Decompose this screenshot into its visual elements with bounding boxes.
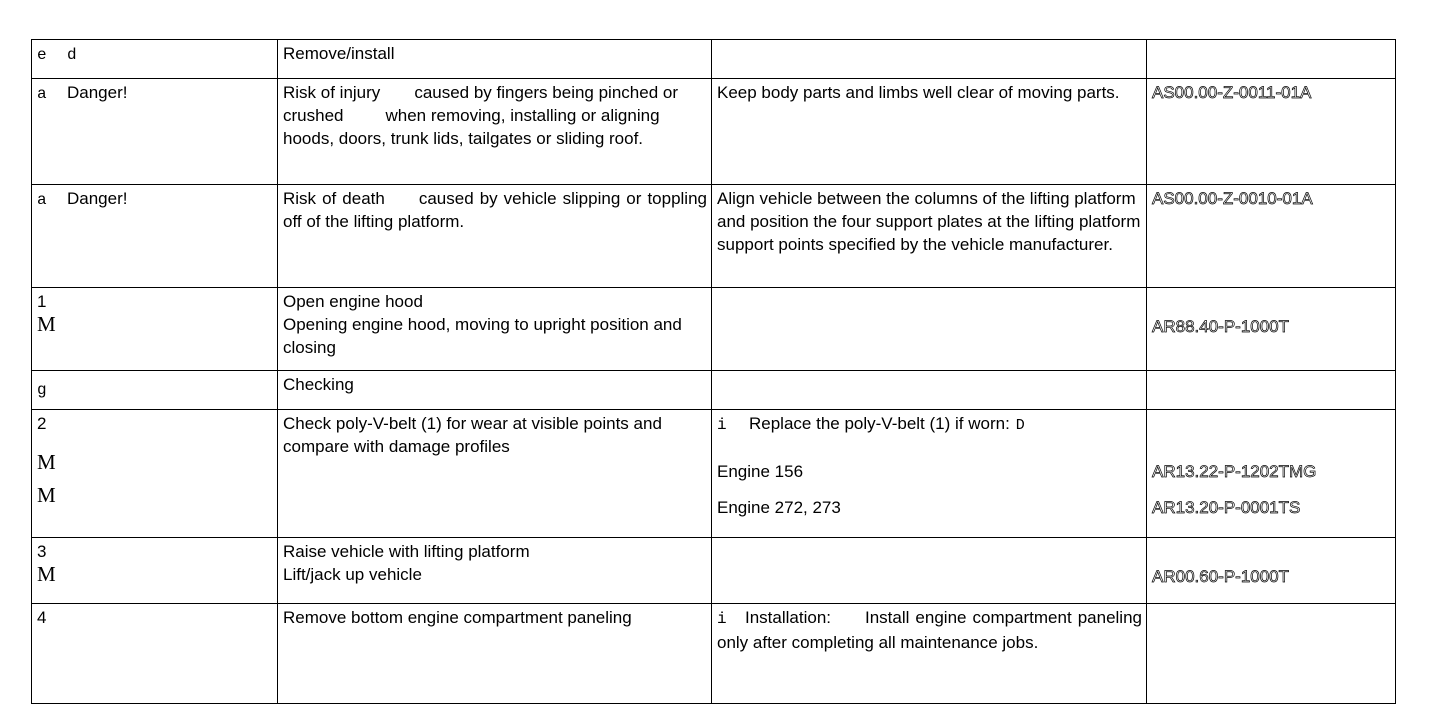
reference-code: AR13.20-P-0001TS bbox=[1152, 498, 1301, 517]
step-text: Check poly-V-belt (1) for wear at visible points and compare with damage profiles bbox=[278, 410, 712, 538]
reference-code: AS00.00-Z-0010-01A bbox=[1152, 189, 1313, 208]
checking-icon: g bbox=[37, 381, 47, 399]
step-number: 4 bbox=[37, 608, 47, 627]
maintenance-icon: M bbox=[37, 312, 56, 336]
danger-label: Danger! bbox=[67, 83, 128, 102]
danger-icon: a bbox=[37, 191, 47, 209]
section-title: Checking bbox=[278, 371, 712, 410]
danger-icon: a bbox=[37, 85, 47, 103]
info-icon: i bbox=[717, 610, 727, 628]
note: Install engine compartment paneling only after completing all maintenance jobs. bbox=[717, 608, 1142, 652]
danger-label: Danger! bbox=[67, 189, 128, 208]
measure-text: Keep body parts and limbs well clear of moving parts. bbox=[712, 79, 1147, 185]
symbol-e: e bbox=[37, 46, 47, 64]
step-number: 2 bbox=[37, 414, 47, 433]
table-row bbox=[32, 185, 1396, 288]
danger-cell bbox=[32, 79, 278, 185]
measure-text: Align vehicle between the columns of the lifting platform and position the four support plates at the lifting platform support points specified by the vehicle manufacturer. bbox=[712, 185, 1147, 288]
risk-text: Risk of death caused by vehicle slipping or toppling off of the lifting platform. bbox=[278, 185, 712, 288]
reference-code: AR88.40-P-1000T bbox=[1152, 317, 1290, 336]
table-row bbox=[32, 538, 1396, 604]
table-row bbox=[32, 79, 1396, 185]
note-heading: Installation: bbox=[745, 608, 831, 627]
procedure-table bbox=[31, 39, 1396, 704]
maintenance-icon: M bbox=[37, 450, 56, 474]
table-row bbox=[32, 288, 1396, 371]
info-icon: i bbox=[717, 416, 727, 434]
maintenance-icon: M bbox=[37, 562, 56, 586]
step-text: Remove bottom engine compartment paneling bbox=[278, 604, 712, 704]
step-subtext: Opening engine hood, moving to upright position and closing bbox=[283, 315, 682, 357]
reference-code: AR00.60-P-1000T bbox=[1152, 567, 1290, 586]
step-text: Open engine hood bbox=[283, 292, 423, 311]
reference-code: AS00.00-Z-0011-01A bbox=[1152, 83, 1312, 102]
document-icon: D bbox=[1015, 417, 1025, 434]
table-row bbox=[32, 371, 1396, 410]
note: i Replace the poly-V-belt (1) if worn: D bbox=[717, 414, 1025, 433]
step-text: Raise vehicle with lifting platform bbox=[283, 542, 530, 561]
step-number: 3 bbox=[37, 542, 47, 561]
section-title: Remove/install bbox=[278, 40, 712, 79]
symbol-cell bbox=[32, 40, 278, 79]
engine-label: Engine 156 bbox=[717, 462, 804, 481]
danger-cell bbox=[32, 185, 278, 288]
step-subtext: Lift/jack up vehicle bbox=[283, 565, 422, 584]
symbol-d: d bbox=[67, 46, 77, 64]
step-number: 1 bbox=[37, 292, 47, 311]
table-row bbox=[32, 40, 1396, 79]
table-row bbox=[32, 410, 1396, 538]
risk-text: Risk of injury caused by fingers being pinched or crushed when removing, installing or aligning hoods, doors, trunk lids, tailgates or sliding roof. bbox=[278, 79, 712, 185]
maintenance-icon: M bbox=[37, 483, 56, 507]
reference-code: AR13.22-P-1202TMG bbox=[1152, 462, 1317, 481]
table-row bbox=[32, 604, 1396, 704]
engine-label: Engine 272, 273 bbox=[717, 498, 841, 517]
